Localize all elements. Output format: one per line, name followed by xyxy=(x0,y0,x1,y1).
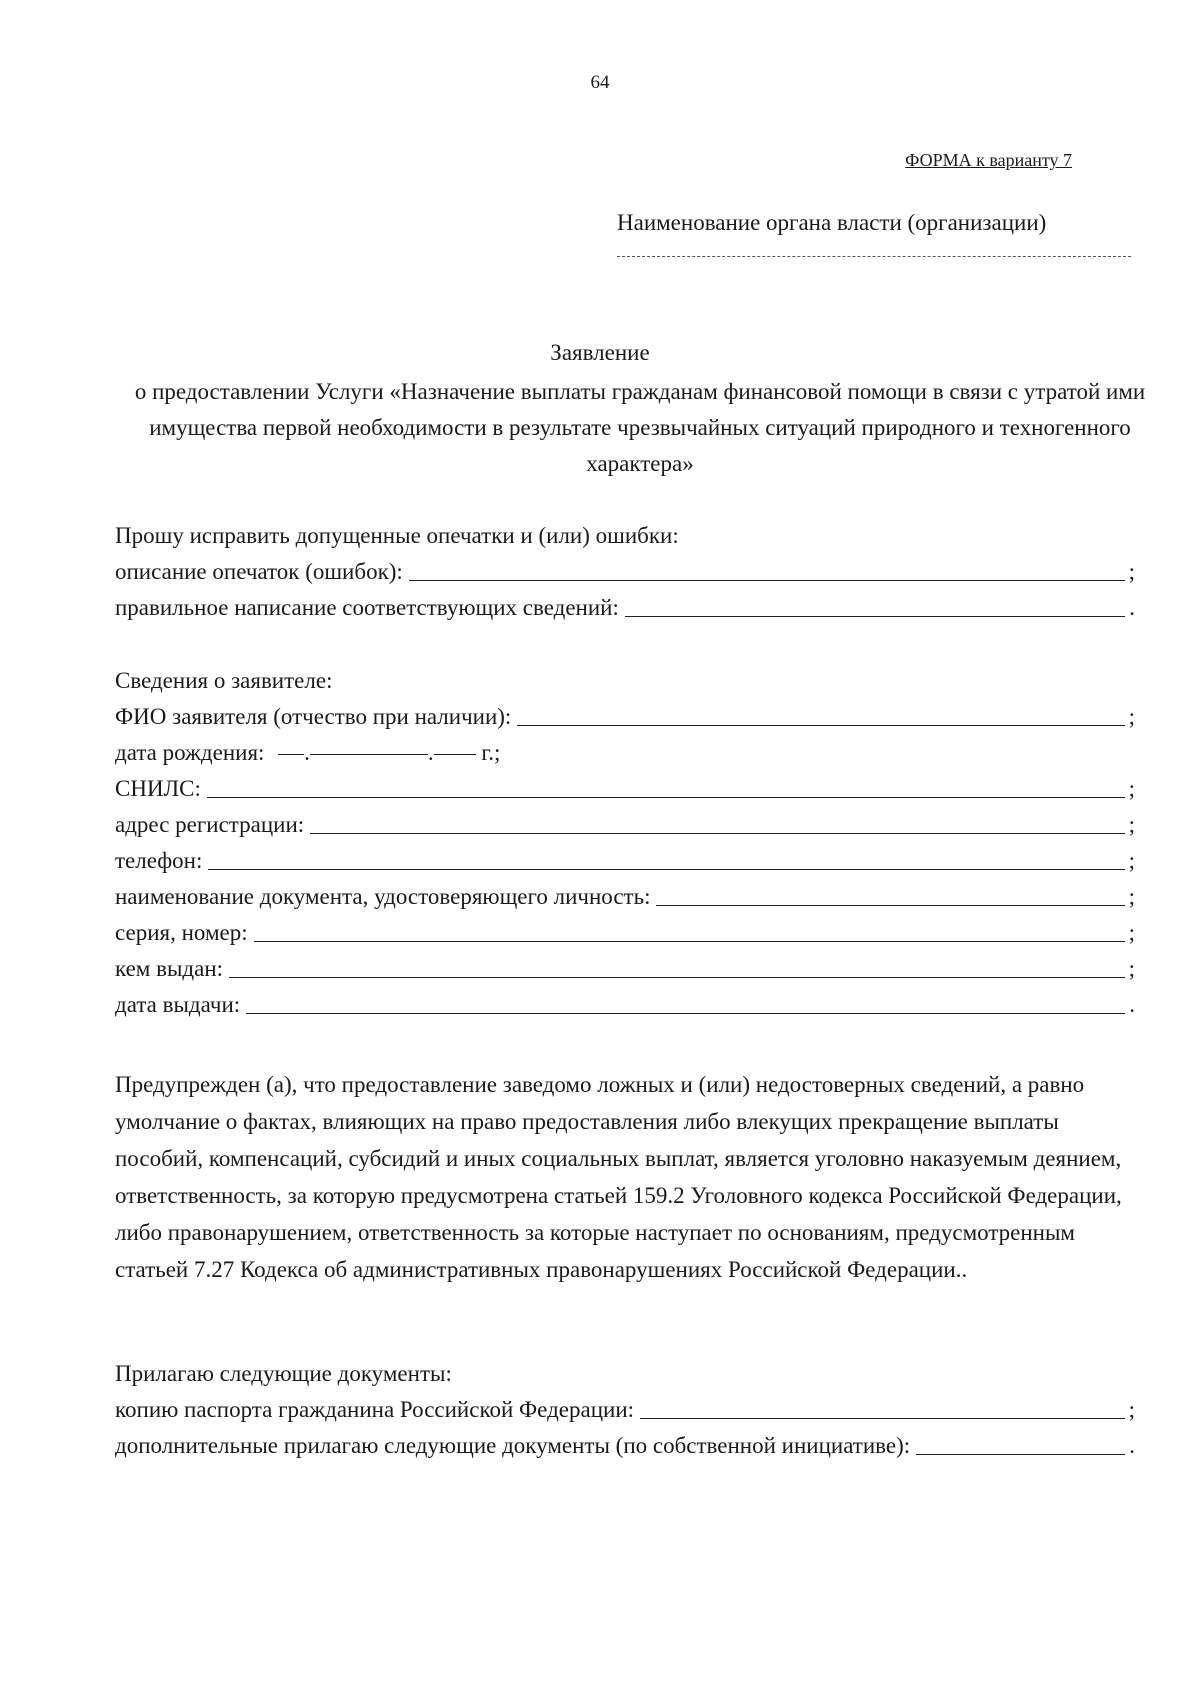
field-end: ; xyxy=(1128,559,1135,584)
authority-label: Наименование органа власти (организации) xyxy=(617,210,1047,235)
field-label: правильное написание соответствующих сведений: xyxy=(115,595,619,620)
field-issued-by[interactable] xyxy=(115,951,1135,987)
field-label: дата рождения: xyxy=(115,740,265,765)
field-label: ФИО заявителя (отчество при наличии): xyxy=(115,704,512,729)
field-input-line[interactable] xyxy=(246,1013,1125,1014)
field-typo-description[interactable] xyxy=(115,554,1135,590)
field-label: серия, номер: xyxy=(115,920,248,945)
dob-suffix: г.; xyxy=(481,740,501,765)
field-input-line[interactable] xyxy=(207,797,1125,798)
field-end: . xyxy=(1129,992,1135,1017)
field-input-line[interactable] xyxy=(409,580,1125,581)
field-passport-copy[interactable] xyxy=(115,1392,1135,1428)
field-label: описание опечаток (ошибок): xyxy=(115,559,403,584)
attachments-heading: Прилагаю следующие документы: xyxy=(115,1361,452,1386)
dob-month-line[interactable] xyxy=(310,754,428,755)
dob-separator: . xyxy=(304,740,310,765)
page-number: 64 xyxy=(590,72,610,93)
field-label: наименование документа, удостоверяющего личность: xyxy=(115,884,651,909)
field-label: телефон: xyxy=(115,848,203,873)
field-input-line[interactable] xyxy=(640,1418,1125,1419)
field-registration-address[interactable] xyxy=(115,807,1135,843)
field-end: ; xyxy=(1128,956,1135,981)
field-end: ; xyxy=(1128,1397,1135,1422)
field-input-line[interactable] xyxy=(254,941,1125,942)
dob-separator: . xyxy=(427,740,434,765)
field-end: . xyxy=(1129,1433,1135,1458)
field-label: СНИЛС: xyxy=(115,776,201,801)
authority-input-line[interactable] xyxy=(617,256,1131,257)
field-end: ; xyxy=(1128,884,1135,909)
field-label: дополнительные прилагаю следующие документы (по собственной инициативе): xyxy=(115,1433,911,1458)
field-date-of-birth[interactable] xyxy=(115,735,500,771)
correction-heading: Прошу исправить допущенные опечатки и (или) ошибки: xyxy=(115,523,679,548)
field-issue-date[interactable] xyxy=(115,987,1135,1023)
dob-day-line[interactable] xyxy=(278,754,304,755)
field-input-line[interactable] xyxy=(916,1454,1125,1455)
field-input-line[interactable] xyxy=(625,616,1125,617)
field-end: ; xyxy=(1128,920,1135,945)
field-correct-spelling[interactable] xyxy=(115,590,1135,626)
field-snils[interactable] xyxy=(115,771,1135,807)
field-phone[interactable] xyxy=(115,843,1135,879)
field-label: адрес регистрации: xyxy=(115,812,305,837)
field-end: ; xyxy=(1128,704,1135,729)
dob-year-line[interactable] xyxy=(434,754,476,755)
warning-paragraph: Предупрежден (а), что предоставление заведомо ложных и (или) недостоверных сведений, а равно умолчание о фактах, влияющих на право предоставления либо влекущих прекращение выплаты пособий, компенсаций, субсидий и иных социальных выплат, является уголовно наказуемым деянием, ответственность, за которую предусмотрена статьей 159.2 Уголовного кодекса Российской Федерации, либо правонарушением, ответственность за которые наступает по основаниям, предусмотренным статьей 7.27 Кодекса об административных правонарушениях Российской Федерации.. xyxy=(115,1072,1122,1282)
applicant-heading: Сведения о заявителе: xyxy=(115,668,333,693)
document-title: Заявление xyxy=(550,340,650,365)
field-end: . xyxy=(1129,595,1135,620)
field-additional-documents[interactable] xyxy=(115,1428,1135,1464)
field-label: кем выдан: xyxy=(115,956,224,981)
field-label: копию паспорта гражданина Российской Федерации: xyxy=(115,1397,635,1422)
field-input-line[interactable] xyxy=(208,869,1124,870)
field-input-line[interactable] xyxy=(656,905,1124,906)
field-end: ; xyxy=(1128,776,1135,801)
field-input-line[interactable] xyxy=(229,977,1125,978)
document-subtitle: о предоставлении Услуги «Назначение выплаты гражданам финансовой помощи в связи с утратой ими имущества первой необходимости в результате чрезвычайных ситуаций природного и техногенного характера» xyxy=(134,379,1146,476)
field-fio[interactable] xyxy=(115,699,1135,735)
field-input-line[interactable] xyxy=(517,725,1124,726)
field-series-number[interactable] xyxy=(115,915,1135,951)
form-reference: ФОРМА к варианту 7 xyxy=(905,150,1072,170)
field-end: ; xyxy=(1128,848,1135,873)
field-id-document-name[interactable] xyxy=(115,879,1135,915)
field-input-line[interactable] xyxy=(310,833,1124,834)
field-end: ; xyxy=(1128,812,1135,837)
field-label: дата выдачи: xyxy=(115,992,241,1017)
